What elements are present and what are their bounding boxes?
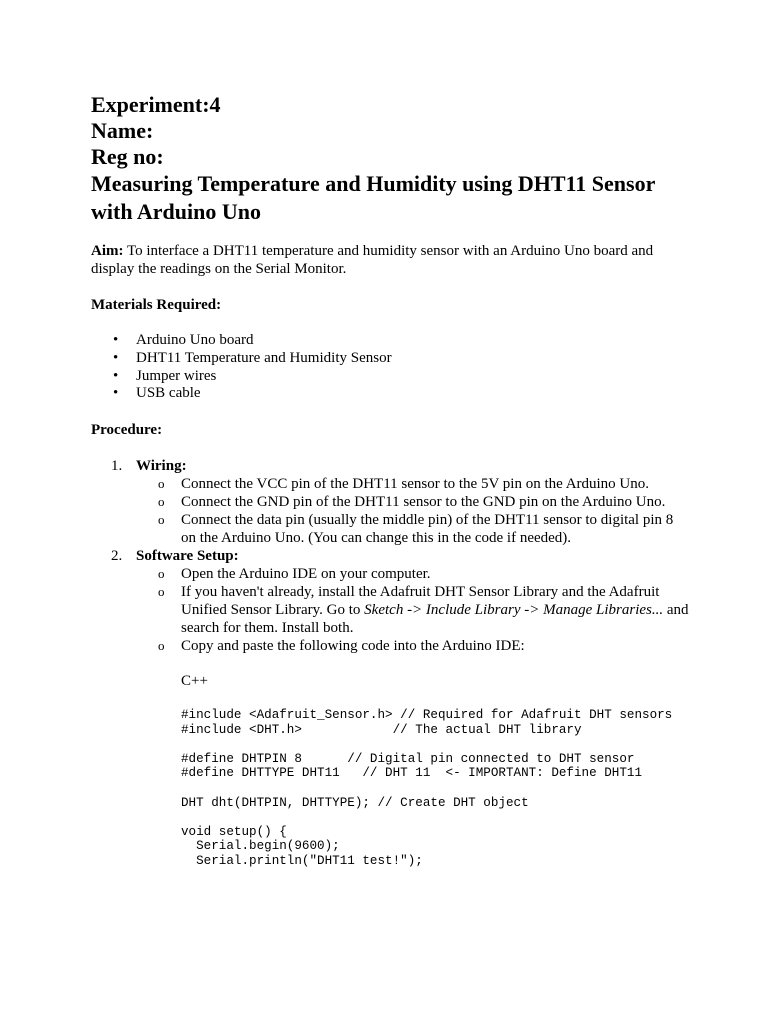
list-item: o Open the Arduino IDE on your computer. — [158, 566, 431, 582]
aim-label: Aim: — [91, 243, 124, 259]
menu-path: Sketch -> Include Library -> Manage Libraries... — [364, 602, 664, 618]
name-heading: Name: — [91, 118, 154, 143]
list-item: • USB cable — [113, 385, 201, 402]
step-label: Software Setup: — [136, 548, 239, 564]
sub-bullet-icon: o — [158, 512, 165, 527]
sub-bullet-icon: o — [158, 566, 165, 581]
list-item: • DHT11 Temperature and Humidity Sensor — [113, 349, 392, 366]
aim-paragraph — [91, 242, 691, 278]
list-item: o Connect the GND pin of the DHT11 sensor to the GND pin on the Arduino Uno. — [158, 494, 666, 510]
list-item: • Arduino Uno board — [113, 332, 254, 348]
sub-bullet-icon: o — [158, 476, 165, 491]
code-listing: #include <Adafruit_Sensor.h> // Required for Adafruit DHT sensors #include <DHT.h> // The actual DHT library #define DHTPIN 8 // Digital pin connected to DHT sensor #define DHTTYPE DHT11 // DHT 11 <- IMPORTANT: Define DHT11 DHT dht(DHTPIN, DHTTYPE); // Create DHT object void setup() { Serial.begin(9600); Serial.println("DHT11 test!"); — [181, 708, 673, 868]
procedure-step-software — [91, 547, 691, 869]
procedure-step-wiring — [91, 457, 691, 547]
list-item: o Connect the data pin (usually the middle pin) of the DHT11 sensor to digital pin 8 on the Arduino Uno. (You can change this in the code if needed). — [158, 512, 674, 546]
bullet-icon: • — [113, 367, 119, 384]
wiring-sublist — [136, 475, 691, 547]
procedure-heading: Procedure: — [91, 422, 163, 438]
list-item: • Jumper wires — [113, 367, 217, 384]
sub-bullet-icon: o — [158, 494, 165, 509]
document-title: Measuring Temperature and Humidity using DHT11 Sensor with Arduino Uno — [91, 171, 655, 224]
list-item: o Connect the VCC pin of the DHT11 sensor to the 5V pin on the Arduino Uno. — [158, 476, 650, 492]
experiment-heading: Experiment:4 — [91, 92, 221, 117]
bullet-icon: • — [113, 385, 119, 402]
aim-text: To interface a DHT11 temperature and humidity sensor with an Arduino Uno board and display the readings on the Serial Monitor. — [91, 243, 654, 277]
step-number: 1. — [111, 458, 123, 474]
document-page — [91, 92, 691, 869]
materials-heading: Materials Required: — [91, 297, 222, 313]
code-language-label: C++ — [181, 673, 208, 689]
software-sublist — [136, 565, 691, 655]
list-item: o If you haven't already, install the Adafruit DHT Sensor Library and the Adafruit Unified Sensor Library. Go to Sketch -> Include Library -> Manage Libraries... and search for them. Install both. — [158, 584, 689, 636]
step-number: 2. — [111, 548, 123, 564]
materials-list — [91, 332, 691, 403]
step-label: Wiring: — [136, 458, 187, 474]
sub-bullet-icon: o — [158, 638, 165, 653]
bullet-icon: • — [113, 349, 119, 366]
sub-bullet-icon: o — [158, 584, 165, 599]
procedure-list — [91, 457, 691, 869]
list-item: o Copy and paste the following code into the Arduino IDE: — [158, 638, 525, 654]
reg-no-heading: Reg no: — [91, 144, 164, 169]
bullet-icon: • — [113, 332, 119, 348]
code-block — [181, 672, 691, 869]
